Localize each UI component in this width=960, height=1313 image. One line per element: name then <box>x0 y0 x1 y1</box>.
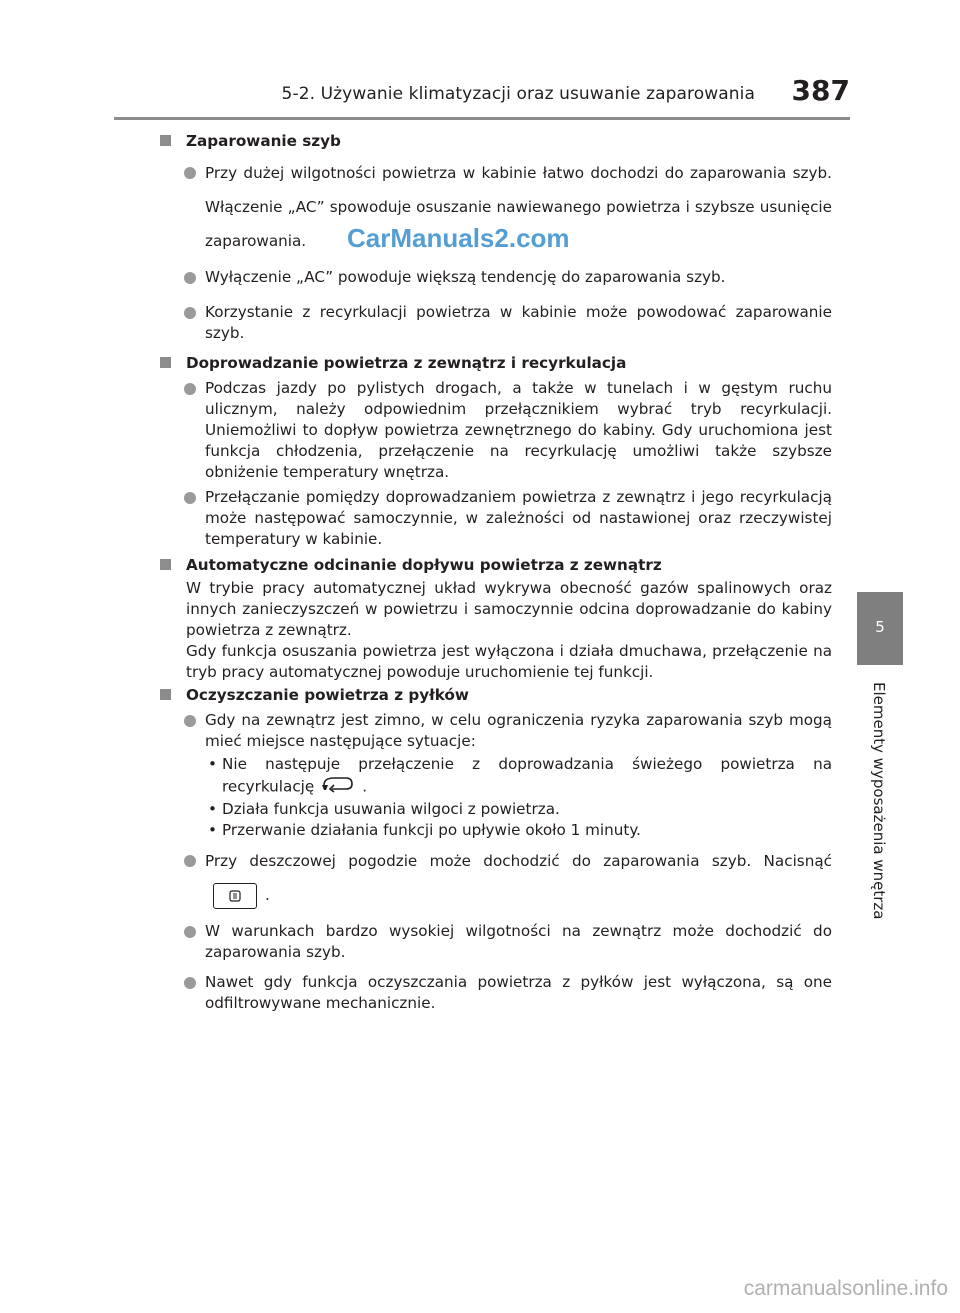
square-bullet-icon <box>160 135 171 146</box>
chapter-tab <box>857 592 903 665</box>
bullet-item: Podczas jazdy po pylistych drogach, a także w tunelach i w gęstym ruchu ulicznym, należy odpowiednim przełącznikiem wybrać tryb recyrkulacji. Uniemożliwi to dopływ powietrza zewnętrznego do kabiny. Gdy uruchomiona jest funkcja chłodzenia, przełączenie na recyrkulację umożliwi także szybsze obniżenie temperatury wnętrza. <box>160 378 832 483</box>
watermark-logo: CarManuals2.com <box>347 223 570 253</box>
section-heading: Automatyczne odcinanie dopływu powietrza z zewnątrz <box>160 555 832 576</box>
sub-item: • Nie następuje przełączenie z doprowadzania świeżego powietrza na recyrkulację . <box>160 754 832 799</box>
square-bullet-icon <box>160 689 171 700</box>
header-rule <box>114 117 850 120</box>
square-bullet-icon <box>160 357 171 368</box>
bullet-item: Przy dużej wilgotności powietrza w kabinie łatwo dochodzi do zaparowania szyb. Włączenie „AC” spowoduje osuszanie nawiewanego powietrza i szybsze usunięcie zaparowania. <box>160 156 832 258</box>
bullet-item: Przy deszczowej pogodzie może dochodzić do zaparowania szyb. Nacisnąć . <box>160 844 832 912</box>
circle-bullet-icon <box>184 383 196 395</box>
chapter-title: Elementy wyposażenia wnętrza <box>870 682 888 920</box>
square-bullet-icon <box>160 559 171 570</box>
page-header <box>0 70 850 118</box>
circle-bullet-icon <box>184 715 196 727</box>
section-air-intake <box>160 353 832 550</box>
circle-bullet-icon <box>184 492 196 504</box>
bullet-item: Gdy na zewnątrz jest zimno, w celu ograniczenia ryzyka zaparowania szyb mogą mieć miejsce następujące sytuacje: <box>160 710 832 752</box>
sub-bullet: • <box>208 755 217 773</box>
circle-bullet-icon <box>184 855 196 867</box>
section-auto-cutoff <box>160 555 832 683</box>
section-heading: Zaparowanie szyb <box>160 131 832 152</box>
page-content <box>160 131 832 1023</box>
bullet-item: Przełączanie pomiędzy doprowadzaniem powietrza z zewnątrz i jego recyrkulacją może następować samoczynnie, w zależności od nastawionej oraz rzeczywistej temperatury w kabinie. <box>160 487 832 550</box>
paragraph: W trybie pracy automatycznej układ wykrywa obecność gazów spalinowych oraz innych zanieczyszczeń w powietrzu i samoczynnie odcina doprowadzanie do kabiny powietrza z zewnątrz. <box>186 579 832 639</box>
section-title: 5-2. Używanie klimatyzacji oraz usuwanie zaparowania <box>281 84 755 104</box>
paragraph: Gdy funkcja osuszania powietrza jest wyłączona i działa dmuchawa, przełączenie na tryb pracy automatycznej powoduje uruchomienie tej funkcji. <box>186 642 832 681</box>
circle-bullet-icon <box>184 977 196 989</box>
circle-bullet-icon <box>184 307 196 319</box>
page-number: 387 <box>791 74 850 107</box>
sub-item: • Działa funkcja usuwania wilgoci z powietrza. <box>208 800 560 818</box>
bullet-item: Wyłączenie „AC” powoduje większą tendencję do zaparowania szyb. <box>160 267 832 288</box>
defog-button-icon <box>213 883 257 909</box>
sub-item: • Przerwanie działania funkcji po upływie około 1 minuty. <box>208 821 641 839</box>
bullet-item: W warunkach bardzo wysokiej wilgotności na zewnątrz może dochodzić do zaparowania szyb. <box>160 921 832 963</box>
section-pollen <box>160 685 832 1014</box>
section-heading: Doprowadzanie powietrza z zewnątrz i recyrkulacja <box>160 353 832 374</box>
sub-bullet: • <box>208 800 217 818</box>
bullet-item: Nawet gdy funkcja oczyszczania powietrza z pyłków jest wyłączona, są one odfiltrowywane mechanicznie. <box>160 972 832 1014</box>
chapter-number: 5 <box>875 618 885 636</box>
recirculation-icon <box>320 775 356 799</box>
circle-bullet-icon <box>184 167 196 179</box>
bullet-item: Korzystanie z recyrkulacji powietrza w kabinie może powodować zaparowanie szyb. <box>160 302 832 344</box>
section-heading: Oczyszczanie powietrza z pyłków <box>160 685 832 706</box>
circle-bullet-icon <box>184 272 196 284</box>
circle-bullet-icon <box>184 926 196 938</box>
sub-bullet: • <box>208 821 217 839</box>
footer-watermark: carmanualsonline.info <box>743 1277 948 1300</box>
